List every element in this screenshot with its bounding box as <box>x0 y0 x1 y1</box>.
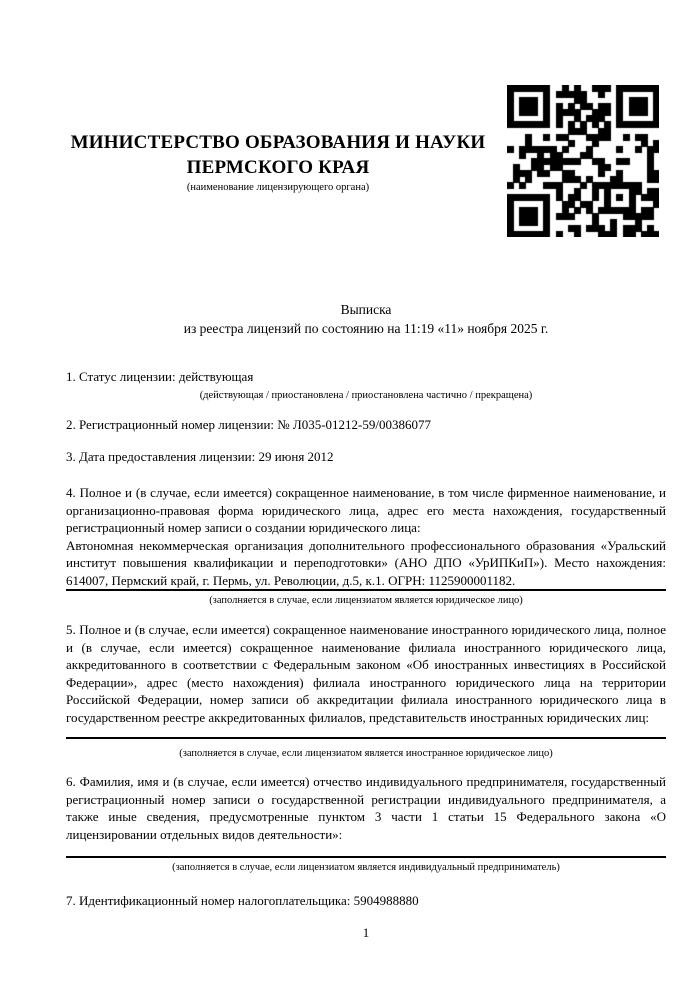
item-6-question: 6. Фамилия, имя и (в случае, если имеется) отчество индивидуального предпринимателя, государственный регистрационный номер записи о государственной регистрации индивидуального предпринимателя, а также иные сведения, предусмотренные пунктом 3 части 1 статьи 15 Федерального закона «О лицензировании отдельных видов деятельности»: <box>66 774 666 842</box>
fill-in-rule <box>66 589 666 591</box>
ministry-caption: (наименование лицензирующего органа) <box>186 182 370 193</box>
fill-in-rule <box>66 737 666 739</box>
item-2-registration-number: 2. Регистрационный номер лицензии: № Л035-01212-59/00386077 <box>66 417 432 432</box>
page-number: 1 <box>362 925 370 940</box>
item-5-foreign-entity <box>66 621 666 760</box>
item-4-caption: (заполняется в случае, если лицензиатом является юридическое лицо) <box>209 595 523 606</box>
item-3-license-date: 3. Дата предоставления лицензии: 29 июня 2012 <box>66 449 334 464</box>
ministry-name-line1: МИНИСТЕРСТВО ОБРАЗОВАНИЯ И НАУКИ <box>70 132 486 153</box>
document-title <box>66 301 666 338</box>
item-4-question: 4. Полное и (в случае, если имеется) сокращенное наименование, в том числе фирменное наименование, и организационно-правовая форма юридического лица, адрес его места нахождения, государственный регистрационный номер записи о создании юридического лица: <box>66 485 666 535</box>
document-body <box>66 368 666 942</box>
ministry-name-line2: ПЕРМСКОГО КРАЯ <box>186 157 370 178</box>
item-6-caption: (заполняется в случае, если лицензиатом является индивидуальный предприниматель) <box>172 862 560 873</box>
item-4-legal-entity <box>66 484 666 607</box>
title-line2: из реестра лицензий по состоянию на 11:19 «11» ноября 2025 г. <box>183 320 549 336</box>
fill-in-rule <box>66 856 666 858</box>
title-line1: Выписка <box>340 302 392 317</box>
item-5-caption: (заполняется в случае, если лицензиатом является иностранное юридическое лицо) <box>179 748 553 759</box>
item-6-individual-entrepreneur <box>66 773 666 874</box>
licensing-authority-block <box>63 130 493 194</box>
item-1-caption: (действующая / приостановлена / приостановлена частично / прекращена) <box>199 390 533 401</box>
item-1-license-status: 1. Статус лицензии: действующая <box>66 369 254 384</box>
qr-code <box>507 85 659 237</box>
item-4-answer: Автономная некоммерческая организация дополнительного профессионального образования «Уральский институт повышения квалификации и переподготовки» (АНО ДПО «УрИПКиП»). Место нахождения: 614007, Пермский край, г. Пермь, ул. Революции, д.5, к.1. ОГРН: 1125900001182. <box>66 537 666 588</box>
item-7-taxpayer-number: 7. Идентификационный номер налогоплательщика: 5904988880 <box>66 893 419 908</box>
item-5-question: 5. Полное и (в случае, если имеется) сокращенное наименование иностранного юридического лица, полное и (в случае, если имеется) сокращенное наименование филиала иностранного юридического лица, аккредитованного в соответствии с Федеральным законом «Об иностранных инвестициях в Российской Федерации», адрес (место нахождения) филиала иностранного юридического лица на территории Российской Федерации, номер записи об аккредитации филиала иностранного юридического лица в государственном реестре аккредитованных филиалов, представительств иностранных юридических лиц: <box>66 622 666 725</box>
